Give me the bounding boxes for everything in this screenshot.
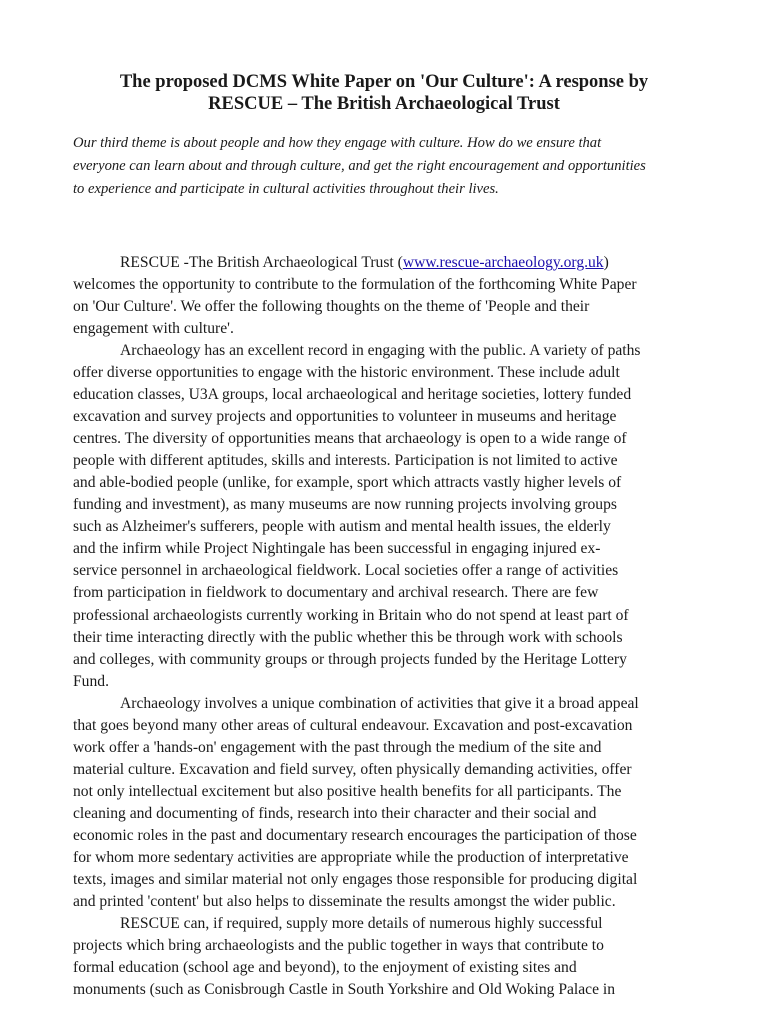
paragraph-line: cleaning and documenting of finds, research into their character and their social and bbox=[73, 804, 597, 822]
paragraph-line: monuments (such as Conisbrough Castle in South Yorkshire and Old Woking Palace in bbox=[73, 981, 616, 999]
document-body bbox=[73, 252, 641, 1001]
paragraph-line: their time interacting directly with the public whether this be through work with schools bbox=[73, 628, 623, 646]
paragraph-line: RESCUE can, if required, supply more details of numerous highly successful bbox=[120, 914, 603, 932]
paragraph-line: that goes beyond many other areas of cultural endeavour. Excavation and post-excavation bbox=[73, 716, 633, 734]
paragraph-line: such as Alzheimer's sufferers, people with autism and mental health issues, the elderly bbox=[73, 518, 611, 536]
title-line: RESCUE – The British Archaeological Trust bbox=[208, 94, 560, 114]
paragraph-line: Fund. bbox=[73, 672, 109, 690]
paragraph-line: texts, images and similar material not only engages those responsible for producing digital bbox=[73, 870, 638, 888]
paragraph-line: education classes, U3A groups, local archaeological and heritage societies, lottery funded bbox=[73, 386, 632, 404]
document-title bbox=[0, 71, 768, 115]
paragraph-line: work offer a 'hands-on' engagement with the past through the medium of the site and bbox=[73, 738, 602, 756]
paragraph-line: excavation and survey projects and opportunities to volunteer in museums and heritage bbox=[73, 408, 617, 426]
paragraph-line: professional archaeologists currently working in Britain who do not spend at least part of bbox=[73, 606, 629, 624]
intro-line: to experience and participate in cultural activities throughout their lives. bbox=[73, 181, 499, 197]
paragraph-first-line bbox=[73, 252, 641, 274]
text: RESCUE -The British Archaeological Trust ( bbox=[120, 254, 403, 271]
paragraph-line: funding and investment), as many museums are now running projects involving groups bbox=[73, 496, 617, 514]
paragraph-line: people with different aptitudes, skills and interests. Participation is not limited to active bbox=[73, 452, 618, 470]
intro-line: everyone can learn about and through culture, and get the right encouragement and opportunities bbox=[73, 158, 646, 174]
paragraph-line: Archaeology involves a unique combination of activities that give it a broad appeal bbox=[120, 694, 639, 712]
paragraph-line: and the infirm while Project Nightingale has been successful in engaging injured ex- bbox=[73, 540, 601, 558]
paragraph-line: centres. The diversity of opportunities means that archaeology is open to a wide range of bbox=[73, 430, 627, 448]
paragraph-line: material culture. Excavation and field survey, often physically demanding activities, offer bbox=[73, 760, 632, 778]
paragraph-line: projects which bring archaeologists and the public together in ways that contribute to bbox=[73, 936, 604, 954]
paragraph-line: for whom more sedentary activities are appropriate while the production of interpretative bbox=[73, 848, 629, 866]
paragraph-line: and able-bodied people (unlike, for example, sport which attracts vastly higher levels of bbox=[73, 474, 622, 492]
paragraph-line: engagement with culture'. bbox=[73, 320, 234, 338]
text: ) bbox=[603, 254, 609, 271]
paragraph-line: not only intellectual excitement but also positive health benefits for all participants. The bbox=[73, 782, 622, 800]
intro-italic-paragraph bbox=[73, 132, 646, 201]
paragraph-line: and colleges, with community groups or through projects funded by the Heritage Lottery bbox=[73, 650, 627, 668]
paragraph-line: welcomes the opportunity to contribute to the formulation of the forthcoming White Paper bbox=[73, 276, 637, 294]
paragraph-line: from participation in fieldwork to documentary and archival research. There are few bbox=[73, 584, 599, 602]
website-link[interactable]: www.rescue-archaeology.org.uk bbox=[402, 254, 604, 271]
paragraph-line: and printed 'content' but also helps to disseminate the results amongst the wider public. bbox=[73, 892, 616, 910]
paragraph-line: Archaeology has an excellent record in engaging with the public. A variety of paths bbox=[120, 342, 641, 360]
paragraph-line: on 'Our Culture'. We offer the following thoughts on the theme of 'People and their bbox=[73, 298, 590, 316]
paragraph-line: service personnel in archaeological fieldwork. Local societies offer a range of activities bbox=[73, 562, 619, 580]
paragraph-line: economic roles in the past and documentary research encourages the participation of those bbox=[73, 826, 637, 844]
paragraph-line: offer diverse opportunities to engage with the historic environment. These include adult bbox=[73, 364, 620, 382]
intro-line: Our third theme is about people and how they engage with culture. How do we ensure that bbox=[73, 135, 602, 151]
paragraph-line: formal education (school age and beyond), to the enjoyment of existing sites and bbox=[73, 959, 577, 976]
title-line: The proposed DCMS White Paper on 'Our Culture': A response by bbox=[119, 72, 649, 92]
